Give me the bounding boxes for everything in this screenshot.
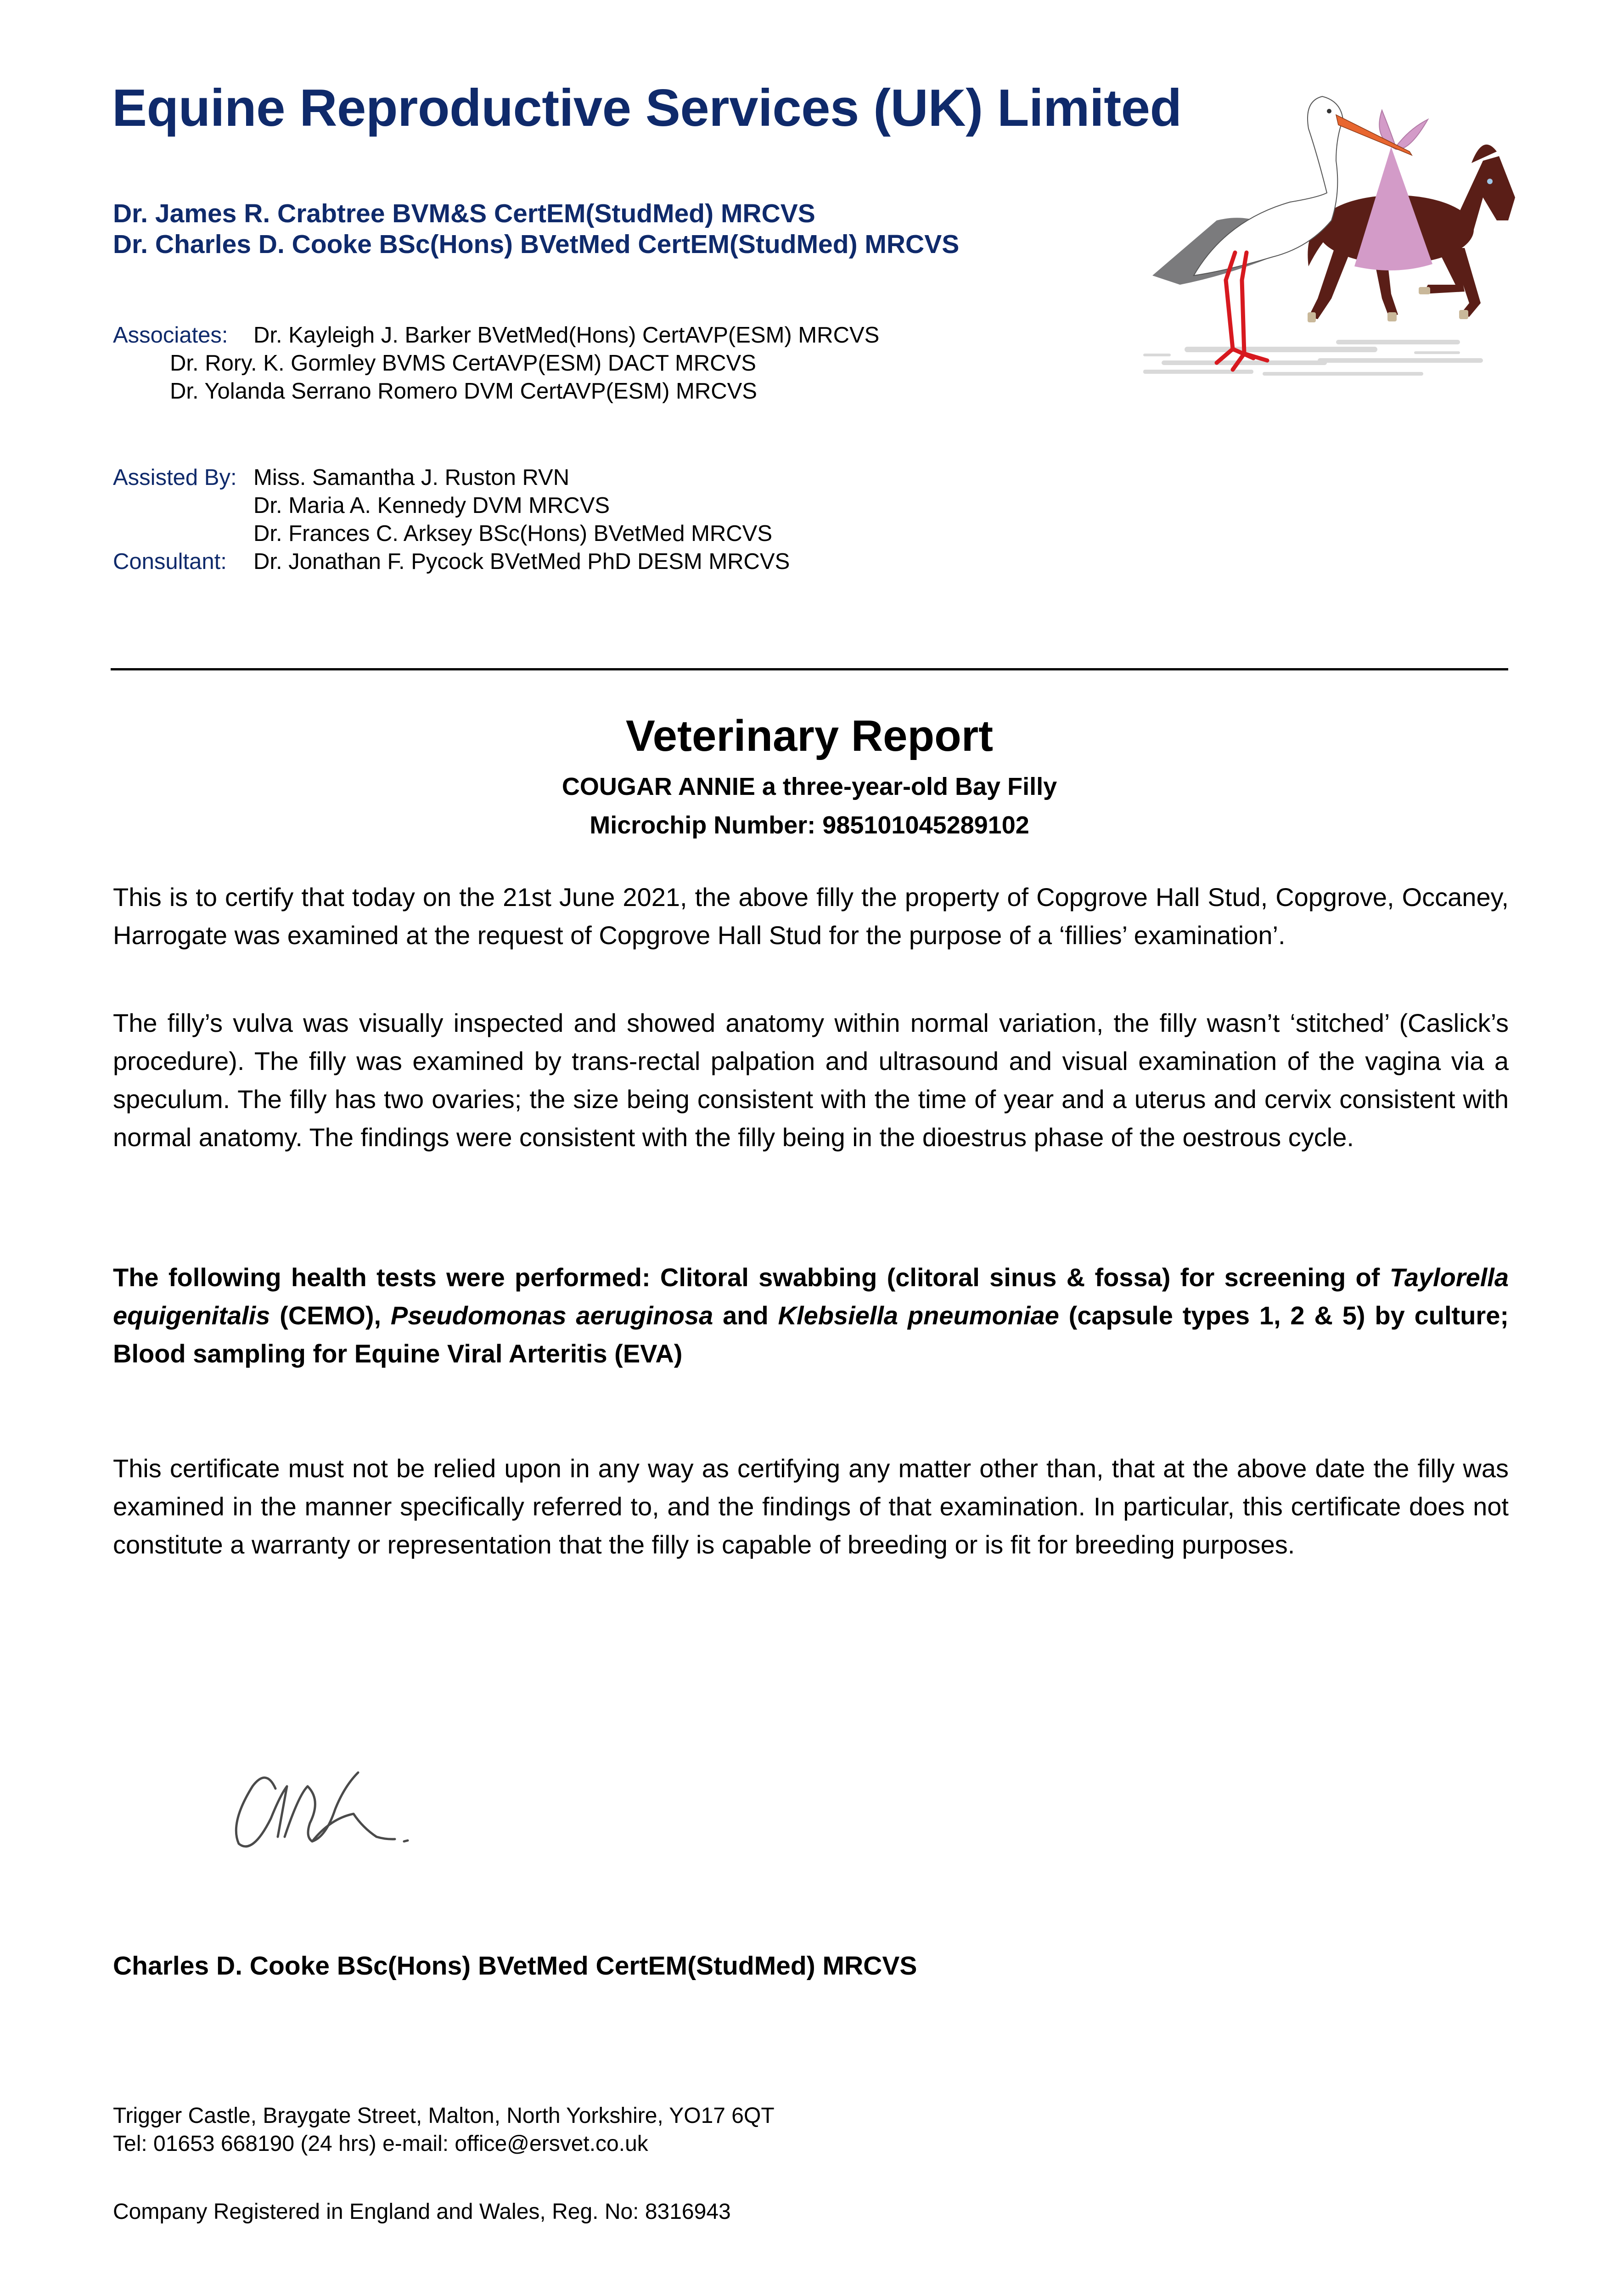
- health-tests-text: (CEMO),: [270, 1301, 391, 1330]
- disclaimer-paragraph: This certificate must not be relied upon in any way as certifying any matter other than, that at the above date the filly was examined in the manner specifically referred to, and the findings of that examination. In particular, this certificate does not constitute a warranty or representation that the filly is capable of breeding or is fit for breeding purposes.: [113, 1454, 1509, 1559]
- stork-carrying-foal-icon: [1134, 83, 1538, 395]
- organism-taylorella: Taylorella equigenitalis: [113, 1263, 1509, 1330]
- company-name: Equine Reproductive Services (UK) Limited: [112, 79, 1182, 137]
- organism-pseudomonas: Pseudomonas aeruginosa: [390, 1301, 713, 1330]
- associates-label: Associates:: [113, 323, 228, 348]
- consultant-name: Dr. Jonathan F. Pycock BVetMed PhD DESM MRCVS: [253, 549, 790, 574]
- header-divider: [111, 668, 1508, 670]
- health-tests-intro: The following health tests were performed: Clitoral swabbing (clitoral sinus & fossa) for screening of: [113, 1263, 1390, 1292]
- associate-name: Dr. Kayleigh J. Barker BVetMed(Hons) CertAVP(ESM) MRCVS: [253, 323, 880, 348]
- handwritten-signature-icon: [211, 1745, 432, 1851]
- assisted-by-block: [113, 464, 790, 576]
- assistant-name: Dr. Maria A. Kennedy DVM MRCVS: [253, 493, 610, 518]
- assisted-by-label: Assisted By:: [113, 465, 237, 490]
- assistant-name: Dr. Frances C. Arksey BSc(Hons) BVetMed MRCVS: [253, 521, 773, 546]
- consultant-label: Consultant:: [113, 549, 227, 574]
- signatory-name: Charles D. Cooke BSc(Hons) BVetMed CertEM(StudMed) MRCVS: [113, 1951, 917, 1981]
- footer-contact: [113, 2102, 775, 2158]
- organism-klebsiella: Klebsiella pneumoniae: [778, 1301, 1059, 1330]
- health-tests-paragraph: [113, 1258, 1509, 1373]
- microchip-number: Microchip Number: 985101045289102: [590, 811, 1029, 839]
- principal-vet: Dr. James R. Crabtree BVM&S CertEM(StudMed) MRCVS: [113, 199, 815, 228]
- health-tests-text: (capsule types 1, 2 & 5) by culture; Blood sampling for Equine Viral Arteritis (EVA): [113, 1301, 1509, 1368]
- associates-block: [113, 321, 879, 405]
- report-title: Veterinary Report: [625, 711, 994, 760]
- health-tests-text: and: [713, 1301, 778, 1330]
- certification-paragraph: This is to certify that today on the 21st June 2021, the above filly the property of Copgrove Hall Stud, Copgrove, Occaney, Harrogate was examined at the request of Copgrove Hall Stud for the purpose of a ‘fillies’ examination’.: [113, 883, 1509, 950]
- associate-name: Dr. Rory. K. Gormley BVMS CertAVP(ESM) DACT MRCVS: [170, 351, 756, 376]
- principal-vet: Dr. Charles D. Cooke BSc(Hons) BVetMed CertEM(StudMed) MRCVS: [113, 230, 960, 259]
- principal-vets: [113, 198, 959, 260]
- examination-findings-paragraph: The filly’s vulva was visually inspected and showed anatomy within normal variation, the filly wasn’t ‘stitched’ (Caslick’s procedure). The filly was examined by trans-rectal palpation and ultrasound and visual examination of the vagina via a speculum. The filly has two ovaries; the size being consistent with the time of year and a uterus and cervix consistent with normal anatomy. The findings were consistent with the filly being in the dioestrus phase of the oestrous cycle.: [113, 1008, 1509, 1152]
- company-registration: Company Registered in England and Wales, Reg. No: 8316943: [113, 2200, 731, 2224]
- footer-phone-email: Tel: 01653 668190 (24 hrs) e-mail: office@ersvet.co.uk: [113, 2132, 648, 2156]
- associate-name: Dr. Yolanda Serrano Romero DVM CertAVP(ESM) MRCVS: [170, 379, 757, 404]
- footer-address: Trigger Castle, Braygate Street, Malton, North Yorkshire, YO17 6QT: [113, 2104, 775, 2128]
- horse-description: COUGAR ANNIE a three-year-old Bay Filly: [562, 773, 1057, 800]
- assistant-name: Miss. Samantha J. Ruston RVN: [253, 465, 570, 490]
